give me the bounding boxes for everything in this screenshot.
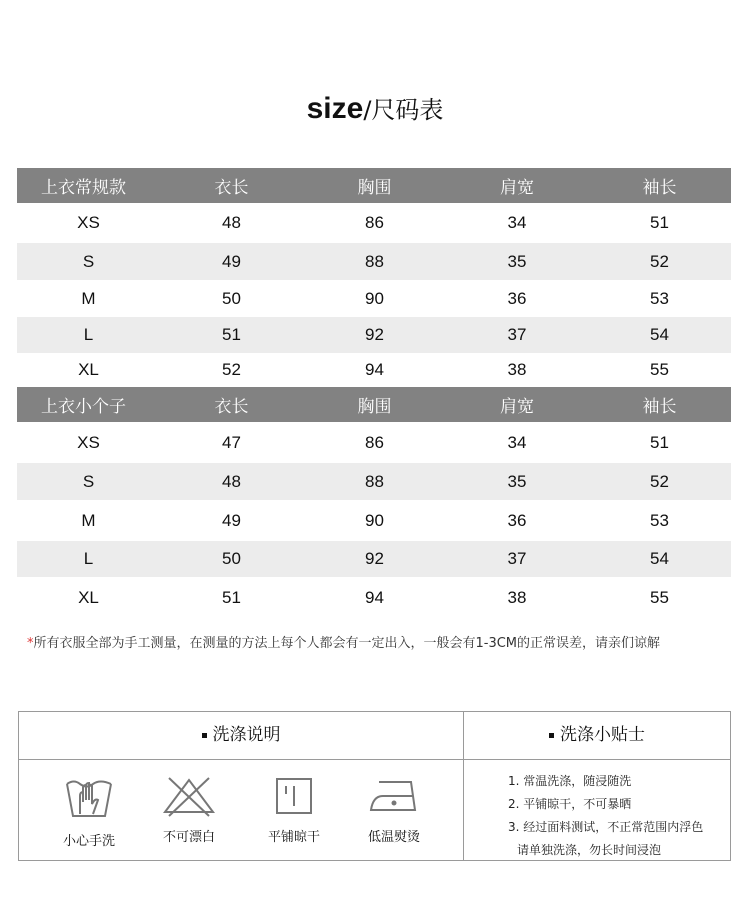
cell-size: L <box>17 317 160 353</box>
cell-size: XS <box>77 213 100 232</box>
cell: 86 <box>365 432 384 452</box>
size-table-petite <box>17 387 731 619</box>
table-row <box>17 463 731 500</box>
cell-size: S <box>17 243 160 280</box>
cell: 34 <box>507 432 527 452</box>
care-item-label: 平铺晾干 <box>267 830 320 845</box>
care-item-flat-dry <box>249 774 339 845</box>
cell: 52 <box>588 463 731 500</box>
flat-dry-icon <box>272 774 316 818</box>
cell: 36 <box>507 288 527 308</box>
cell: 55 <box>650 359 669 379</box>
cell: 54 <box>588 541 731 577</box>
table-row <box>17 203 731 243</box>
table-row <box>17 353 731 386</box>
cell: 53 <box>650 510 669 530</box>
table-row <box>17 243 731 280</box>
cell: 94 <box>365 359 384 379</box>
cell: 38 <box>507 359 527 379</box>
care-item-no-bleach <box>144 774 234 845</box>
cell: 36 <box>507 510 527 530</box>
cell-size: S <box>17 463 160 500</box>
cell: 52 <box>222 359 241 379</box>
cell-size: XS <box>77 432 100 452</box>
cell: 53 <box>650 288 669 308</box>
cell: 35 <box>446 463 588 500</box>
cell: 35 <box>446 243 588 280</box>
cell: 54 <box>588 317 731 353</box>
cell: 92 <box>303 541 446 577</box>
tip-item: 2. 平铺晾干，不可暴晒 <box>508 797 632 811</box>
cell: 48 <box>160 463 303 500</box>
cell: 50 <box>160 541 303 577</box>
header-cell: 衣长 <box>160 387 303 422</box>
table-header-row <box>17 387 731 422</box>
title-cn: /尺码表 <box>363 96 444 124</box>
note-text: 所有衣服全部为手工测量，在测量的方法上每个人都会有一定出入，一般会有1-3CM的正常误差，请亲们谅解 <box>33 636 661 651</box>
tip-item: 1. 常温洗涤，随浸随洗 <box>508 774 632 788</box>
cell: 37 <box>446 541 588 577</box>
size-table-regular <box>17 168 731 386</box>
cell: 86 <box>365 213 384 232</box>
cell: 51 <box>222 588 241 607</box>
cell: 92 <box>303 317 446 353</box>
cell: 94 <box>365 588 384 607</box>
cell: 51 <box>160 317 303 353</box>
cell: 90 <box>365 288 384 308</box>
header-cell: 上衣常规款 <box>17 168 160 203</box>
header-cell: 上衣小个子 <box>17 387 160 422</box>
header-cell: 肩宽 <box>446 387 588 422</box>
care-right-title <box>464 712 730 759</box>
cell: 55 <box>650 588 669 607</box>
cell-size: L <box>17 541 160 577</box>
care-instructions-panel <box>18 711 731 861</box>
cell: 48 <box>222 213 241 232</box>
cell: 51 <box>650 432 669 452</box>
tip-item: 3. 经过面料测试，不正常范围内浮色 <box>508 820 704 834</box>
panel-divider <box>19 759 730 760</box>
table-row <box>17 541 731 577</box>
header-cell: 袖长 <box>588 168 731 203</box>
table-row <box>17 280 731 317</box>
cell: 47 <box>222 432 241 452</box>
cell: 50 <box>222 288 241 308</box>
table-row <box>17 500 731 541</box>
table-row <box>17 317 731 353</box>
cell-size: XL <box>78 359 99 379</box>
tip-item: 请单独洗涤，勿长时间浸泡 <box>517 843 662 857</box>
care-left-title-text: 洗涤说明 <box>212 725 281 745</box>
table-header-row <box>17 168 731 203</box>
care-left-title <box>19 712 463 759</box>
title-en: size <box>306 92 364 125</box>
cell: 90 <box>365 510 384 530</box>
care-item-hand-wash <box>44 774 134 849</box>
measurement-note <box>27 632 737 651</box>
cell: 88 <box>303 243 446 280</box>
table-row <box>17 422 731 463</box>
care-tips-list <box>508 770 703 862</box>
cell: 49 <box>222 510 241 530</box>
care-item-label: 小心手洗 <box>62 834 115 849</box>
bullet-square-icon <box>549 733 554 738</box>
header-cell: 胸围 <box>303 387 446 422</box>
care-item-label: 低温熨烫 <box>367 830 420 845</box>
hand-wash-icon <box>63 774 115 822</box>
cell-size: XL <box>78 588 99 607</box>
care-item-label: 不可漂白 <box>162 830 215 845</box>
cell: 51 <box>650 213 669 232</box>
page-title <box>0 90 750 126</box>
care-right-title-text: 洗涤小贴士 <box>560 725 645 745</box>
header-cell: 衣长 <box>160 168 303 203</box>
cell-size: M <box>81 510 96 530</box>
cell: 52 <box>588 243 731 280</box>
header-cell: 肩宽 <box>446 168 588 203</box>
header-cell: 袖长 <box>588 387 731 422</box>
cell: 88 <box>303 463 446 500</box>
no-bleach-icon <box>161 774 217 818</box>
note-star: * <box>27 636 34 651</box>
header-cell: 胸围 <box>303 168 446 203</box>
cell: 37 <box>446 317 588 353</box>
table-row <box>17 577 731 619</box>
cell-size: M <box>81 288 96 308</box>
cell: 38 <box>507 588 527 607</box>
cell: 49 <box>160 243 303 280</box>
low-iron-icon <box>365 774 423 818</box>
care-item-low-iron <box>349 774 439 845</box>
cell: 34 <box>507 213 527 232</box>
bullet-square-icon <box>202 733 207 738</box>
